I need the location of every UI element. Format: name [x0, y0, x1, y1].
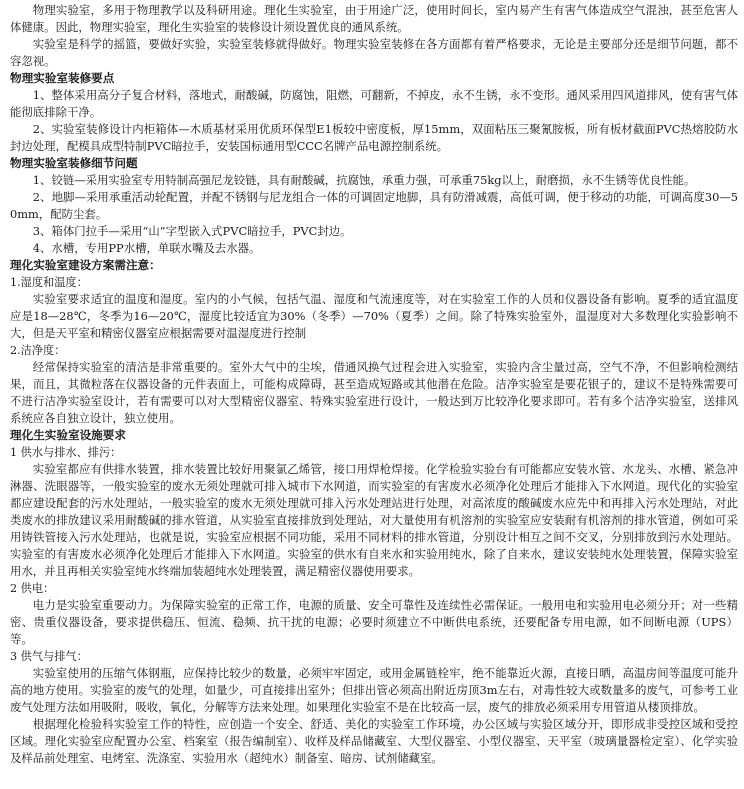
- section-heading: 理化生实验室设施要求: [10, 428, 126, 442]
- paragraph: 实验室是科学的摇篮，要做好实验，实验室装修就得做好。物理实验室装修在各方面都有着严格要求，无论是主要部分还是细节问题，都不容忽视。: [10, 37, 738, 68]
- paragraph: 实验室使用的压缩气体钢瓶，应保持比较少的数量，必须牢牢固定，或用金属链栓牢，绝不能靠近火源，直接日晒，高温房间等温度可能升高的地方使用。实验室的废气的处理，如量少，可直接排出室外；但排出管必须高出附近房顶3m左右，对毒性较大或数量多的废气，可参考工业废气处理方法如用吸附，吸收，氧化，分解等方法来处理。如果理化实验室不是在比较高一层，废气的排放必须采用专用管道从楼顶排放。: [10, 666, 738, 714]
- subsection-label: 2 供电：: [10, 582, 55, 595]
- paragraph: 根据理化检验科实验室工作的特性，应创造一个安全、舒适、美化的实验室工作环境，办公区域与实验区域分开，即形成非受控区域和受控区域。理化实验室应配置办公室、档案室（报告编制室）、收样及样品储藏室、大型仪器室、小型仪器室、天平室（玻璃量器检定室）、化学实验及样品前处理室、电烤室、洗涤室、实验用水（超纯水）制备室、暗房、试剂储藏室。: [10, 717, 738, 765]
- paragraph: 1、铰链—采用实验室专用特制高强尼龙铰链，具有耐酸碱，抗腐蚀，承重力强，可承重75kg以上，耐磨损，永不生锈等优良性能。: [32, 173, 696, 187]
- paragraph: 2、实验室装修设计内柜箱体—木质基材采用优质环保型E1板较中密度板，厚15mm，双面粘压三聚氰胺板，所有板材截面PVC热熔胶防水封边处理，配模具成型特制PVC暗拉手，安装国标通用型CCC名牌产品电源控制系统。: [10, 122, 738, 153]
- subsection-label: 3 供气与排气：: [10, 650, 88, 663]
- paragraph: 电力是实验室重要动力。为保障实验室的正常工作，电源的质量、安全可靠性及连续性必需保证。一般用电和实验用电必须分开；对一些精密、贵重仪器设备，要求提供稳压、恒流、稳频、抗干扰的电源；必要时须建立不中断供电系统，还要配备专用电源，如不间断电源（UPS）等。: [10, 598, 738, 646]
- section-heading: 理化实验室建设方案需注意：: [10, 258, 161, 272]
- paragraph: 实验室都应有供排水装置，排水装置比较好用聚氯乙烯管，接口用焊枪焊接。化学检验实验台有可能都应安装水管、水龙头、水槽、紧急冲淋器、洗眼器等，一般实验室的废水无须处理就可排入城市下水网道，而实验室的有害废水必须净化处理后才能排入下水网道。现代化的实验室都应建设配套的污水处理站，一般实验室的废水无须处理就可排入污水处理站进行处理，对高浓度的酸碱废水应先中和再排入污水处理站，对此类废水的排放建议采用耐酸碱的排水管道，从实验室直接排放到处理站，对大量使用有机溶剂的实验室应安装耐有机溶剂的排水管道，例如可采用铸铁管接入污水处理站，也就是说，实验室应根据不同功能，采用不同材料的排水管道，分别设计相互之间不交叉，分别排放到污水处理站。实验室的有害废水必须净化处理后才能排入下水网道。实验室的供水有自来水和实验用纯水，除了自来水，建议安装纯水处理装置，保障实验室用水，并且再相关实验室纯水终端加装超纯水处理装置，满足精密仪器使用要求。: [10, 462, 738, 578]
- paragraph: 经常保持实验室的清洁是非常重要的。室外大气中的尘埃，借通风换气过程会进入实验室，实验内含尘量过高，空气不净，不但影响检测结果，而且，其微粒落在仪器设备的元件表面上，可能构成障碍，甚至造成短路或其他潜在危险。洁净实验室是要花银子的，建议不是特殊需要可不进行洁净实验室设计，若有需要可以对大型精密仪器室、特殊实验室进行设计，一般达到万比较净化要求即可。若有多个洁净实验室，送排风系统应各自独立设计，独立使用。: [10, 360, 738, 425]
- section-heading: 物理实验室装修要点: [10, 71, 115, 85]
- paragraph: 3、箱体门拉手—采用“山”字型嵌入式PVC暗拉手，PVC封边。: [32, 224, 352, 238]
- subsection-label: 2.洁净度：: [10, 344, 66, 357]
- paragraph: 物理实验室，多用于物理教学以及科研用途。理化生实验室，由于用途广泛，使用时间长，室内易产生有害气体造成空气混浊，甚至危害人体健康。因此，物理实验室，理化生实验室的装修设计须设置优良的通风系统。: [10, 3, 738, 34]
- paragraph: 1、整体采用高分子复合材料，落地式，耐酸碱，防腐蚀，阻燃，可翻新，不掉皮，永不生锈，永不变形。通风采用四风道排风，使有害气体能彻底排除干净。: [10, 88, 738, 119]
- section-heading: 物理实验室装修细节问题: [10, 156, 138, 170]
- paragraph: 实验室要求适宜的温度和湿度。室内的小气候，包括气温、湿度和气流速度等，对在实验室工作的人员和仪器设备有影响。夏季的适宜温度应是18—28℃，冬季为16—20℃，湿度比较适宜为30%（冬季）—70%（夏季）之间。除了特殊实验室外，温湿度对大多数理化实验影响不大，但是天平室和精密仪器室应根据需要对温湿度进行控制: [10, 292, 738, 340]
- subsection-label: 1.湿度和温度：: [10, 276, 88, 289]
- paragraph: 2、地脚—采用承重活动轮配置，并配不锈钢与尼龙组合一体的可调固定地脚，具有防滑减震，高低可调，便于移动的功能，可调高度30—50mm，配防尘套。: [10, 190, 738, 221]
- subsection-label: 1 供水与排水、排污：: [10, 446, 122, 459]
- paragraph: 4、水槽，专用PP水槽，单联水嘴及去水器。: [32, 241, 261, 255]
